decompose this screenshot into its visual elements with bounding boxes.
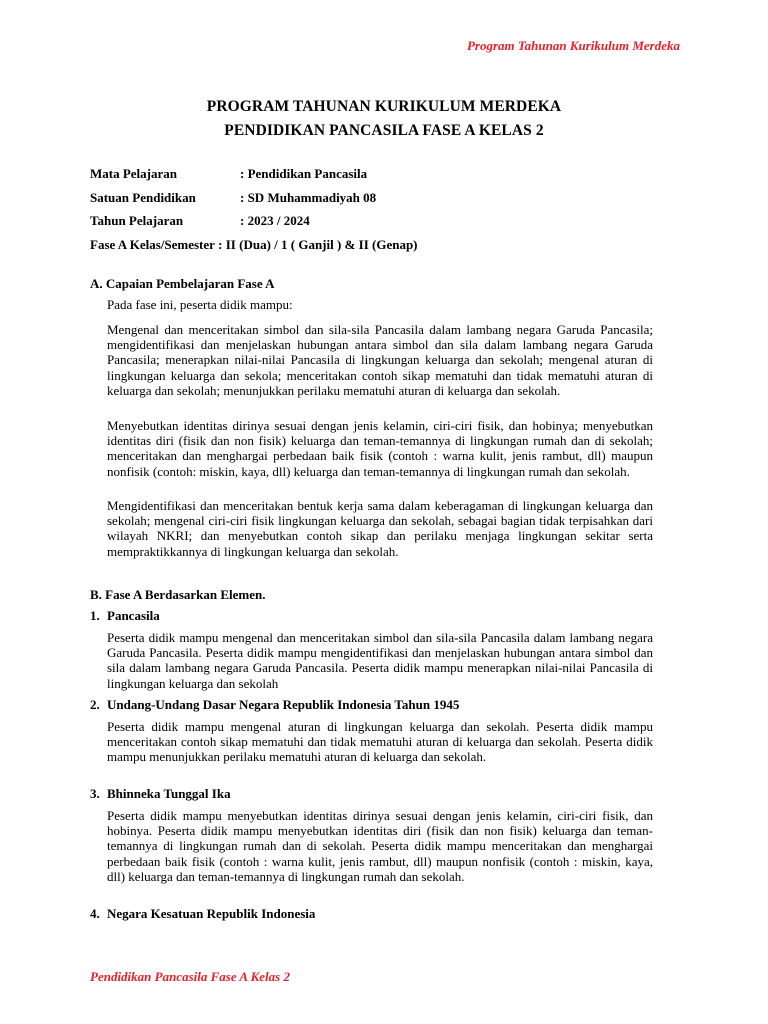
info-value: : Pendidikan Pancasila [240, 166, 368, 181]
info-value: : 2023 / 2024 [240, 213, 310, 228]
element-heading [90, 906, 315, 922]
info-label: Mata Pelajaran [90, 166, 178, 181]
section-b-heading: B. Fase A Berdasarkan Elemen. [90, 587, 266, 602]
element-number: 3. [90, 786, 100, 801]
element-title: Negara Kesatuan Republik Indonesia [107, 906, 316, 921]
info-label: Satuan Pendidikan [90, 189, 196, 205]
section-a-paragraph: Mengidentifikasi dan menceritakan bentuk kerja sama dalam keberagaman di lingkungan keluarga dan sekolah; mengenal ciri-ciri fisik lingkungan keluarga dan sekolah, sebagai bagian tidak terpisahkan dari wilayah NKRI; dan menyebutkan contoh sikap dan perilaku menjaga lingkungan sekitar serta mempraktikkannya di lingkungan keluarga dan sekolah. [107, 498, 653, 559]
info-row-school [90, 190, 418, 214]
element-title: Undang-Undang Dasar Negara Republik Indonesia Tahun 1945 [107, 697, 460, 712]
element-number: 4. [90, 906, 100, 921]
info-row-semester [90, 237, 418, 261]
element-number: 1. [90, 608, 100, 623]
element-title: Bhinneka Tunggal Ika [107, 786, 231, 801]
info-row-year [90, 213, 418, 237]
identity-block [90, 166, 418, 260]
info-value: : SD Muhammadiyah 08 [240, 189, 377, 205]
header-note: Program Tahunan Kurikulum Merdeka [466, 38, 680, 53]
element-number: 2. [90, 697, 100, 712]
info-value: : II (Dua) / 1 ( Ganjil ) & II (Genap) [218, 236, 418, 252]
element-text: Peserta didik mampu mengenal aturan di lingkungan keluarga dan sekolah. Peserta didik mampu menceritakan contoh sikap mematuhi dan tidak mematuhi aturan di keluarga dan sekolah. Peserta didik mampu menunjukkan perilaku mematuhi aturan di keluarga dan sekolah. [107, 719, 653, 765]
section-a-paragraph: Mengenal dan menceritakan simbol dan sila-sila Pancasila dalam lambang negara Garuda Pancasila; mengidentifikasi dan menjelaskan hubungan antara simbol dan sila dalam lambang negara Garuda Pancasila; menerapkan nilai-nilai Pancasila di lingkungan keluarga dan sekolah; mengenal aturan di lingkungan keluarga dan sekola; menceritakan contoh sikap mematuhi dan tidak mematuhi aturan di keluarga dan sekolah; menunjukkan perilaku mematuhi aturan di keluarga dan sekolah. [107, 322, 653, 398]
element-title: Pancasila [107, 608, 160, 623]
info-label: Fase A Kelas/Semester [90, 236, 215, 252]
element-text: Peserta didik mampu mengenal dan menceritakan simbol dan sila-sila Pancasila dalam lambang negara Garuda Pancasila. Peserta didik mampu mengidentifikasi dan menjelaskan hubungan antara simbol dan sila dalam lambang negara Garuda Pancasila. Peserta didik mampu menerapkan nilai-nilai Pancasila di lingkungan keluarga dan sekolah [107, 630, 653, 691]
info-row-subject [90, 166, 418, 190]
document-title: PROGRAM TAHUNAN KURIKULUM MERDEKA [206, 98, 562, 115]
section-a-paragraph: Menyebutkan identitas dirinya sesuai dengan jenis kelamin, ciri-ciri fisik, dan hobinya; menyebutkan identitas diri (fisik dan non fisik) keluarga dan teman-temannya di lingkungan rumah dan di sekolah; menceritakan dan menghargai perbedaan baik fisik (contoh : warna kulit, jenis rambut, dll) maupun nonfisik (contoh: miskin, kaya, dll) keluarga dan teman-temannya di lingkungan rumah dan sekolah. [107, 418, 653, 479]
element-heading [90, 697, 459, 713]
section-a-heading: A. Capaian Pembelajaran Fase A [90, 276, 275, 291]
footer-note: Pendidikan Pancasila Fase A Kelas 2 [90, 969, 290, 984]
info-label: Tahun Pelajaran [90, 213, 184, 228]
section-a-intro: Pada fase ini, peserta didik mampu: [107, 297, 293, 312]
element-text: Peserta didik mampu menyebutkan identitas dirinya sesuai dengan jenis kelamin, ciri-ciri fisik, dan hobinya. Peserta didik mampu menyebutkan identitas diri (fisik dan non fisik) keluarga dan teman-temannya di lingkungan rumah dan di sekolah. Peserta didik mampu menceritakan dan menghargai perbedaan baik fisik (contoh : warna kulit, jenis rambut, dll) maupun nonfisik (contoh : miskin, kaya, dll) keluarga dan teman-temannya di lingkungan rumah dan sekolah. [107, 808, 653, 884]
document-subtitle: PENDIDIKAN PANCASILA FASE A KELAS 2 [224, 122, 544, 139]
element-heading [90, 786, 231, 802]
element-heading [90, 608, 160, 624]
